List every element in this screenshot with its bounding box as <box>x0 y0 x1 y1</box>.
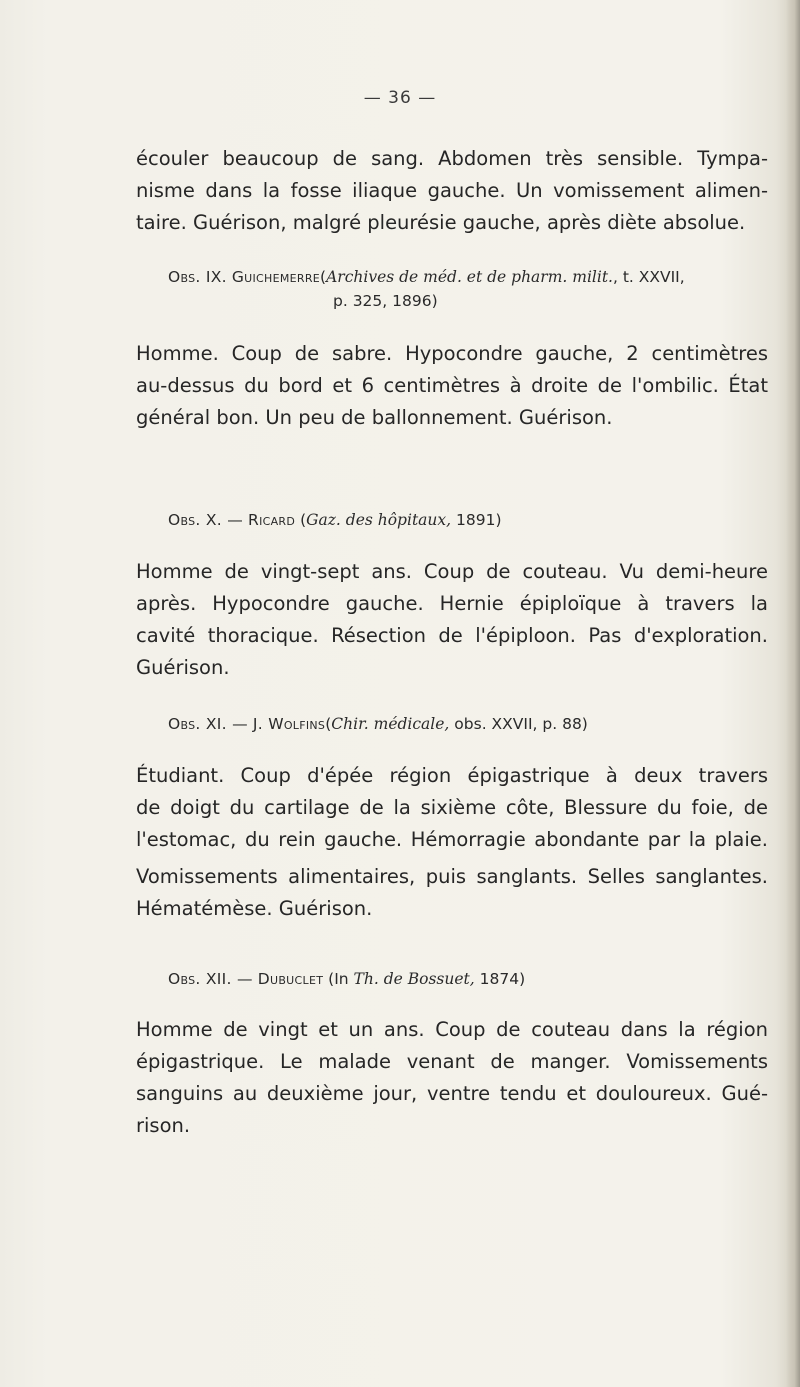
observation-heading-xii <box>168 967 768 991</box>
paragraph-obs-ix <box>136 338 768 434</box>
text-line: épigastrique. Le malade venant de manger. Vomissements <box>136 1050 768 1073</box>
observation-heading-ix: Obs. IX. Guichemerre(Archives de méd. et de pharm. milit., t. XXVII, p. 325, 1896) <box>168 265 768 313</box>
obs-author: J. Wolfins <box>252 715 326 733</box>
paragraph-continuation <box>136 143 768 239</box>
page-number: — 36 — <box>363 88 437 108</box>
paragraph-obs-xii <box>136 1014 768 1142</box>
obs-source: Th. de Bossuet, <box>353 970 475 988</box>
text-line: taire. Guérison, malgré pleurésie gauche, après diète absolue. <box>136 211 746 234</box>
text-line: de doigt du cartilage de la sixième côte, Blessure du foie, de <box>136 796 768 819</box>
obs-source: Chir. médicale, <box>331 715 450 733</box>
text-line: Homme de vingt-sept ans. Coup de couteau. Vu demi-heure <box>136 560 768 583</box>
text-line: l'estomac, du rein gauche. Hémorragie abondante par la plaie. <box>136 828 768 851</box>
obs-reference: , t. XXVII, <box>612 268 685 286</box>
text-line: Homme. Coup de sabre. Hypocondre gauche, 2 centimètres <box>136 342 768 365</box>
paragraph-obs-x <box>136 556 768 684</box>
text-line: écouler beaucoup de sang. Abdomen très sensible. Tympa- <box>136 147 768 170</box>
obs-prefix: (In <box>328 970 349 988</box>
obs-label: Obs. XII. — <box>168 970 253 988</box>
obs-source: Archives de méd. et de pharm. milit. <box>326 268 613 286</box>
text-line: Homme de vingt et un ans. Coup de couteau dans la région <box>136 1018 768 1041</box>
text-line: nisme dans la fosse iliaque gauche. Un vomissement alimen- <box>136 179 768 202</box>
obs-label: Obs. XI. — <box>168 715 248 733</box>
obs-reference: 1891) <box>456 511 502 529</box>
text-line: général bon. Un peu de ballonnement. Guérison. <box>136 406 613 429</box>
paragraph-obs-xi <box>136 760 768 925</box>
text-line: Hématémèse. Guérison. <box>136 897 373 920</box>
obs-reference: 1874) <box>479 970 526 988</box>
text-line: cavité thoracique. Résection de l'épiploon. Pas d'exploration. <box>136 624 768 647</box>
obs-reference: obs. XXVII, p. 88) <box>454 715 588 733</box>
text-line: au-dessus du bord et 6 centimètres à droite de l'ombilic. État <box>136 374 768 397</box>
text-line: Étudiant. Coup d'épée région épigastrique à deux travers <box>136 764 768 787</box>
text-line: Vomissements alimentaires, puis sanglants. Selles sanglantes. <box>136 865 768 888</box>
obs-label: Obs. IX. <box>168 268 227 286</box>
obs-source: Gaz. des hôpitaux, <box>306 511 452 529</box>
text-line: rison. <box>136 1114 191 1137</box>
obs-author: Ricard <box>248 511 296 529</box>
obs-author: Dubuclet <box>257 970 324 988</box>
page-edge-shadow <box>786 0 800 1387</box>
obs-reference-cont: p. 325, 1896) <box>333 292 438 310</box>
text-line: sanguins au deuxième jour, ventre tendu et douloureux. Gué- <box>136 1082 768 1105</box>
observation-heading-xi: Obs. XI. — J. Wolfins(Chir. médicale, obs. XXVII, p. 88) <box>168 715 588 733</box>
observation-heading-x: Obs. X. — Ricard (Gaz. des hôpitaux, 1891) <box>168 511 502 529</box>
obs-author: Guichemerre <box>231 268 321 286</box>
text-line: après. Hypocondre gauche. Hernie épiploïque à travers la <box>136 592 768 615</box>
obs-label: Obs. X. — <box>168 511 244 529</box>
text-line: Guérison. <box>136 656 230 679</box>
